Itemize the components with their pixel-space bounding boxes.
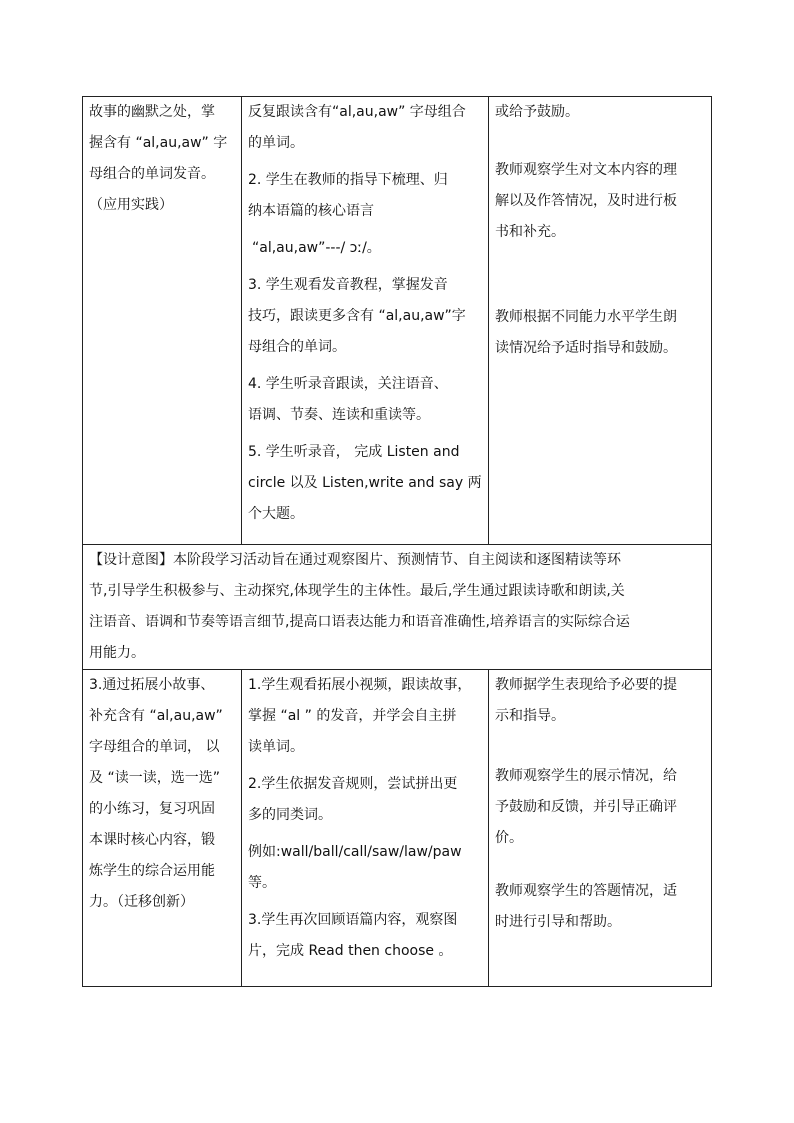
text-line: 母组合的单词发音。: [89, 166, 215, 182]
text-line: 教师据学生表现给予必要的提: [495, 677, 677, 693]
text-line: 2. 学生在教师的指导下梳理、归: [248, 172, 448, 188]
activity-paragraph: [248, 233, 482, 264]
text-line: 力。（迁移创新）: [89, 894, 194, 910]
text-line: 时进行引导和帮助。: [495, 914, 621, 930]
text-line: 读单词。: [248, 739, 304, 755]
evaluation-cell: [489, 670, 712, 987]
text-line: 补充含有 “al,au,aw”: [89, 708, 223, 724]
text-line: 价。: [495, 830, 523, 846]
text-line: 字母组合的单词， 以: [89, 739, 220, 755]
activity-paragraph: [248, 97, 482, 159]
text-line: 读情况给予适时指导和鼓励。: [495, 340, 677, 356]
text-line: 5. 学生听录音， 完成 Listen and: [248, 444, 460, 460]
text-line: （应用实践）: [89, 197, 173, 213]
text-line: 3.通过拓展小故事、: [89, 677, 215, 693]
design-intent-cell: [83, 545, 712, 670]
text-line: 技巧，跟读更多含有 “al,au,aw”字: [248, 308, 466, 324]
text-line: 教师根据不同能力水平学生朗: [495, 309, 677, 325]
evaluation-paragraph: [495, 761, 705, 854]
evaluation-paragraph: [495, 876, 705, 938]
text-line: 注语音、语调和节奏等语言细节,提高口语表达能力和语音准确性,培养语言的实际综合运: [89, 614, 630, 630]
table-row: [83, 545, 712, 670]
table-row: [83, 670, 712, 987]
objective-cell: [83, 670, 242, 987]
text-line: 及 “读一读，选一选”: [89, 770, 220, 786]
text-line: 本课时核心内容，锻: [89, 832, 215, 848]
activity-paragraph: [248, 670, 482, 763]
text-line: 炼学生的综合运用能: [89, 863, 215, 879]
activity-paragraph: [248, 165, 482, 227]
text-line: 掌握 “al ” 的发音，并学会自主拼: [248, 708, 457, 724]
text-line: 语调、节奏、连读和重读等。: [248, 407, 430, 423]
text-line: 2.学生依据发音规则，尝试拼出更: [248, 776, 458, 792]
activity-paragraph: [248, 437, 482, 530]
text-line: circle 以及 Listen,write and say 两: [248, 475, 482, 491]
text-line: 故事的幽默之处，掌: [89, 104, 215, 120]
activities-cell: [242, 670, 489, 987]
text-line: 解以及作答情况，及时进行板: [495, 193, 677, 209]
activity-paragraph: [248, 270, 482, 363]
activity-paragraph: [248, 905, 482, 967]
activity-paragraph: [248, 769, 482, 831]
text-line: 握含有 “al,au,aw” 字: [89, 135, 228, 151]
lesson-plan-table: [82, 96, 712, 987]
activity-paragraph: [248, 837, 482, 899]
text-line: 反复跟读含有“al,au,aw” 字母组合: [248, 104, 466, 120]
text-line: “al,au,aw”---/ ɔː/。: [252, 240, 381, 256]
text-line: 教师观察学生的展示情况，给: [495, 768, 677, 784]
text-line: 或给予鼓励。: [495, 104, 579, 120]
text-line: 4. 学生听录音跟读，关注语音、: [248, 376, 448, 392]
table-row: [83, 97, 712, 545]
text-line: 例如:wall/ball/call/saw/law/paw 等。: [248, 844, 462, 891]
text-line: 3. 学生观看发音教程，掌握发音: [248, 277, 448, 293]
text-line: 予鼓励和反馈，并引导正确评: [495, 799, 677, 815]
text-line: 示和指导。: [495, 708, 565, 724]
text-line: 1.学生观看拓展小视频，跟读故事，: [248, 677, 472, 693]
evaluation-paragraph: [495, 155, 705, 248]
text-line: 书和补充。: [495, 224, 565, 240]
text-line: 个大题。: [248, 506, 304, 522]
text-line: 的小练习，复习巩固: [89, 801, 215, 817]
text-line: 纳本语篇的核心语言: [248, 203, 374, 219]
text-line: 节,引导学生积极参与、主动探究,体现学生的主体性。最后,学生通过跟读诗歌和朗读,关: [89, 583, 625, 599]
text-line: 片，完成 Read then choose 。: [248, 943, 453, 959]
text-line: 3.学生再次回顾语篇内容，观察图: [248, 912, 458, 928]
activity-paragraph: [248, 369, 482, 431]
activities-cell: [242, 97, 489, 545]
text-line: 多的同类词。: [248, 807, 332, 823]
text-line: 【设计意图】本阶段学习活动旨在通过观察图片、预测情节、自主阅读和逐图精读等环: [89, 552, 621, 568]
evaluation-paragraph: [495, 302, 705, 364]
text-line: 教师观察学生的答题情况，适: [495, 883, 677, 899]
evaluation-paragraph: [495, 97, 705, 128]
objective-cell: [83, 97, 242, 545]
evaluation-cell: [489, 97, 712, 545]
text-line: 教师观察学生对文本内容的理: [495, 162, 677, 178]
text-line: 的单词。: [248, 135, 304, 151]
evaluation-paragraph: [495, 670, 705, 732]
text-line: 用能力。: [89, 645, 145, 661]
text-line: 母组合的单词。: [248, 339, 346, 355]
